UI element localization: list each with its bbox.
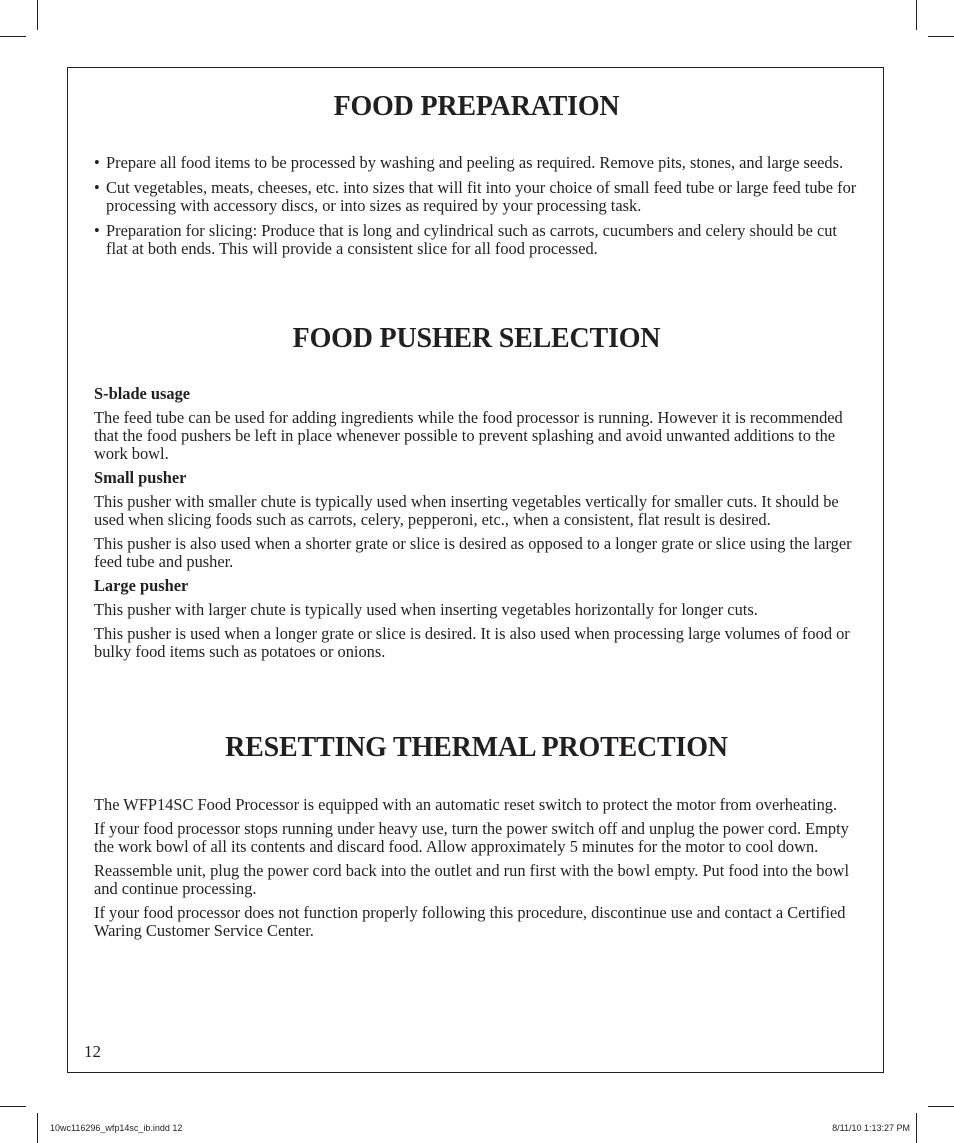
- food-preparation-list: [94, 154, 859, 265]
- section-title-thermal-protection: RESETTING THERMAL PROTECTION: [225, 732, 728, 763]
- paragraph: Reassemble unit, plug the power cord back into the outlet and run first with the bowl empty. Put food into the bowl and continue processing.: [94, 861, 850, 898]
- paragraph: This pusher with smaller chute is typically used when inserting vegetables vertically for smaller cuts. It should be used when slicing foods such as carrots, celery, pepperoni, etc., when a consistent, flat result is desired.: [94, 492, 839, 529]
- list-item-text: Preparation for slicing: Produce that is long and cylindrical such as carrots, cucumbers and celery should be cut flat at both ends. This will provide a consistent slice for all food processed.: [106, 221, 837, 258]
- list-item: [94, 179, 859, 215]
- paragraph: The WFP14SC Food Processor is equipped with an automatic reset switch to protect the motor from overheating.: [94, 795, 838, 814]
- subheading-s-blade: S-blade usage: [94, 384, 191, 403]
- subheading-small-pusher: Small pusher: [94, 468, 187, 487]
- paragraph: This pusher is used when a longer grate or slice is desired. It is also used when processing large volumes of food or bulky food items such as potatoes or onions.: [94, 624, 850, 661]
- crop-mark: [928, 36, 954, 37]
- crop-mark: [0, 1106, 26, 1107]
- paragraph: If your food processor stops running under heavy use, turn the power switch off and unplug the power cord. Empty the work bowl of all its contents and discard food. Allow approximately 5 minutes for the motor to cool down.: [94, 819, 849, 856]
- page-frame: [67, 67, 884, 1073]
- bullet-glyph: •: [94, 221, 100, 240]
- bullet-glyph: •: [94, 178, 100, 197]
- list-item-text: Prepare all food items to be processed by washing and peeling as required. Remove pits, stones, and large seeds.: [106, 153, 844, 172]
- list-item: [94, 222, 859, 258]
- paragraph: This pusher is also used when a shorter grate or slice is desired as opposed to a longer grate or slice using the larger feed tube and pusher.: [94, 534, 852, 571]
- food-pusher-body: [94, 385, 859, 667]
- list-item: [94, 154, 859, 172]
- crop-mark: [0, 36, 26, 37]
- page-number: 12: [84, 1042, 101, 1061]
- subheading-large-pusher: Large pusher: [94, 576, 189, 595]
- crop-mark: [916, 0, 917, 30]
- bullet-glyph: •: [94, 153, 100, 172]
- thermal-protection-body: [94, 796, 859, 946]
- crop-mark: [37, 0, 38, 30]
- crop-mark: [37, 1113, 38, 1143]
- paragraph: The feed tube can be used for adding ingredients while the food processor is running. However it is recommended that the food pushers be left in place whenever possible to prevent splashing and avoid unwanted additions to the work bowl.: [94, 408, 843, 463]
- crop-mark: [928, 1106, 954, 1107]
- paragraph: If your food processor does not function properly following this procedure, discontinue use and contact a Certified Waring Customer Service Center.: [94, 903, 846, 940]
- slug-filename: 10wc116296_wfp14sc_ib.indd 12: [50, 1123, 183, 1133]
- slug-timestamp: 8/11/10 1:13:27 PM: [832, 1123, 910, 1133]
- section-title-food-preparation: FOOD PREPARATION: [333, 91, 620, 122]
- list-item-text: Cut vegetables, meats, cheeses, etc. into sizes that will fit into your choice of small feed tube or large feed tube for processing with accessory discs, or into sizes as required by your processing task.: [106, 178, 857, 215]
- paragraph: This pusher with larger chute is typically used when inserting vegetables horizontally for longer cuts.: [94, 600, 758, 619]
- crop-mark: [916, 1113, 917, 1143]
- section-title-food-pusher-selection: FOOD PUSHER SELECTION: [292, 323, 661, 354]
